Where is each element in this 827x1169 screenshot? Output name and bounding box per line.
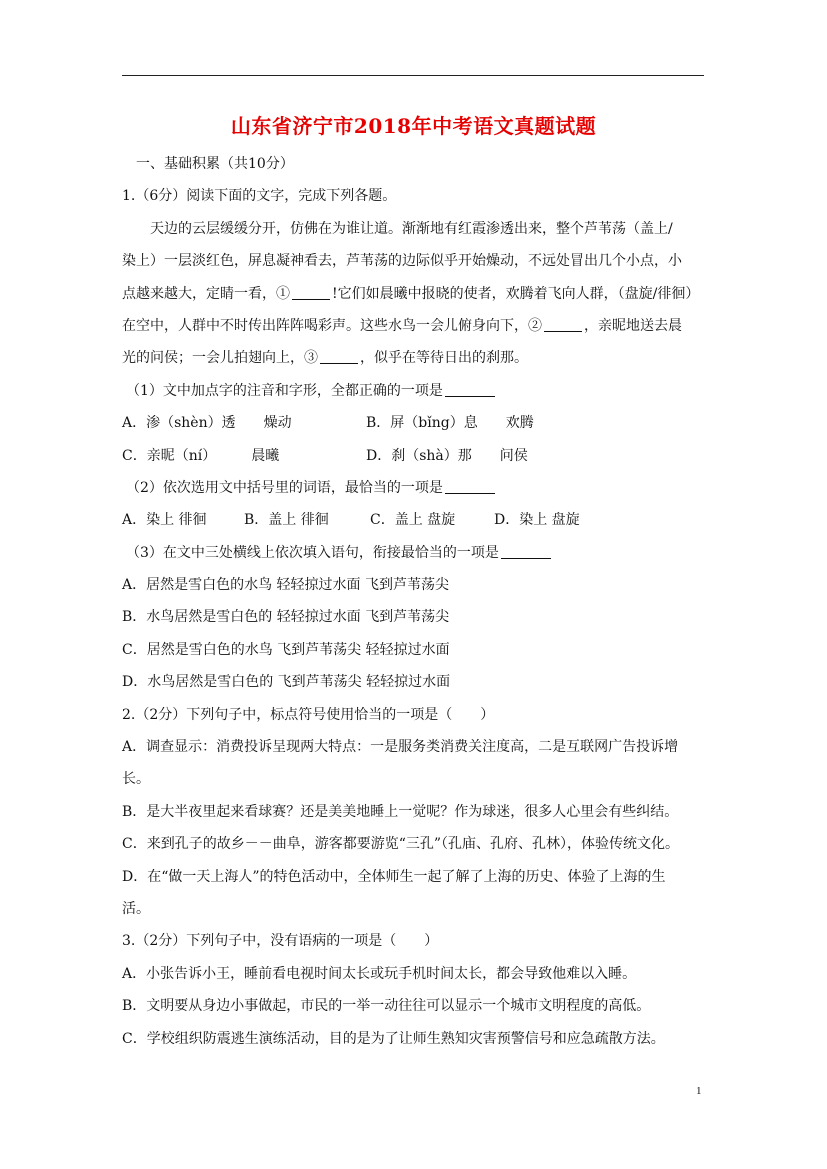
answer-blank (501, 544, 551, 559)
question-stem (122, 472, 707, 504)
option-b: B．文明要从身边小事做起，市民的一举一动往往可以显示一个城市文明程度的高低。 (122, 998, 651, 1015)
answer-blank (445, 479, 495, 494)
document-body (122, 148, 707, 1055)
stem-text: （2）依次选用文中括号里的词语，最恰当的一项是 (126, 479, 443, 496)
option-c: C．亲昵（ní） 晨曦 (122, 447, 280, 464)
option-a: A．小张告诉小王，睡前看电视时间太长或玩手机时间太长，都会导致他难以入睡。 (122, 965, 637, 982)
passage-line (122, 342, 707, 374)
option-d: D．在“做一天上海人”的特色活动中，全体师生一起了解了上海的历史、体验了上海的生 (122, 868, 666, 885)
option-row (122, 407, 707, 439)
option-row (122, 504, 707, 536)
passage-text: !它们如晨曦中报晓的使者，欢腾着飞向人群，（盘旋/徘徊） (332, 285, 700, 302)
question-stem (122, 537, 707, 569)
option-a: A．染上 徘徊 (122, 512, 207, 529)
option-row (122, 440, 707, 472)
passage-text: 点越来越大，定睛一看，① (122, 285, 290, 302)
passage-line: 染上）一层淡红色，屏息凝神看去，芦苇荡的边际似乎开始燥动，不远处冒出几个小点，小 (122, 253, 682, 270)
option-a-continued: 长。 (122, 771, 150, 788)
option-c: C．盖上 盘旋 (370, 512, 456, 529)
option-c: C．学校组织防震逃生演练活动，目的是为了让师生熟知灾害预警信号和应急疏散方法。 (122, 1030, 665, 1047)
stem-text: （1）文中加点字的注音和字形，全都正确的一项是 (126, 382, 443, 399)
option-b: B．水鸟居然是雪白色的 轻轻掠过水面 飞到芦苇荡尖 (122, 609, 450, 626)
passage-text: ，亲昵地送去晨 (584, 317, 682, 334)
stem-text: （3）在文中三处横线上依次填入语句，衔接最恰当的一项是 (126, 544, 499, 561)
option-d: D．刹（shà）那 问侯 (366, 447, 528, 464)
option-b: B．屏（bǐng）息 欢腾 (366, 415, 534, 432)
passage-text: ，似乎在等待日出的刹那。 (360, 350, 528, 367)
page-number: 1 (696, 1085, 702, 1097)
question-1-heading: 1.（6分）阅读下面的文字，完成下列各题。 (122, 188, 397, 205)
question-2-stem: 2.（2分）下列句子中，标点符号使用恰当的一项是（ ） (122, 706, 495, 723)
passage-line (122, 278, 707, 310)
option-d-continued: 活。 (122, 900, 150, 917)
fill-blank (544, 317, 582, 332)
passage-line (122, 310, 707, 342)
header-rule (122, 75, 704, 76)
section-heading: 一、基础积累（共10分） (136, 156, 294, 172)
option-d: D．染上 盘旋 (494, 512, 580, 529)
option-a: A．渗（shèn）透 燥动 (122, 415, 292, 432)
question-3-stem: 3.（2分）下列句子中，没有语病的一项是（ ） (122, 933, 439, 950)
fill-blank (292, 285, 330, 300)
passage-line: 天边的云层缓缓分开，仿佛在为谁让道。渐渐地有红霞渗透出来，整个芦苇荡（盖上/ (150, 220, 673, 237)
option-d: D．水鸟居然是雪白色的 飞到芦苇荡尖 轻轻掠过水面 (122, 674, 451, 691)
fill-blank (320, 349, 358, 364)
question-stem (122, 375, 707, 407)
option-a: A．调查显示：消费投诉呈现两大特点：一是服务类消费关注度高，二是互联网广告投诉增 (122, 739, 679, 756)
option-c: C．居然是雪白色的水鸟 飞到芦苇荡尖 轻轻掠过水面 (122, 641, 450, 658)
document-title: 山东省济宁市2018年中考语文真题试题 (230, 114, 597, 138)
passage-text: 光的问侯；一会儿拍翅向上，③ (122, 350, 318, 367)
answer-blank (445, 382, 495, 397)
option-a: A．居然是雪白色的水鸟 轻轻掠过水面 飞到芦苇荡尖 (122, 577, 450, 594)
passage-text: 在空中，人群中不时传出阵阵喝彩声。这些水鸟一会儿俯身向下，② (122, 317, 542, 334)
option-c: C．来到孔子的故乡－－曲阜，游客都要游览“三孔”（孔庙、孔府、孔林），体验传统文化。 (122, 836, 680, 853)
option-b: B．是大半夜里起来看球赛？还是美美地睡上一觉呢？作为球迷，很多人心里会有些纠结。 (122, 803, 679, 820)
option-b: B．盖上 徘徊 (244, 512, 329, 529)
